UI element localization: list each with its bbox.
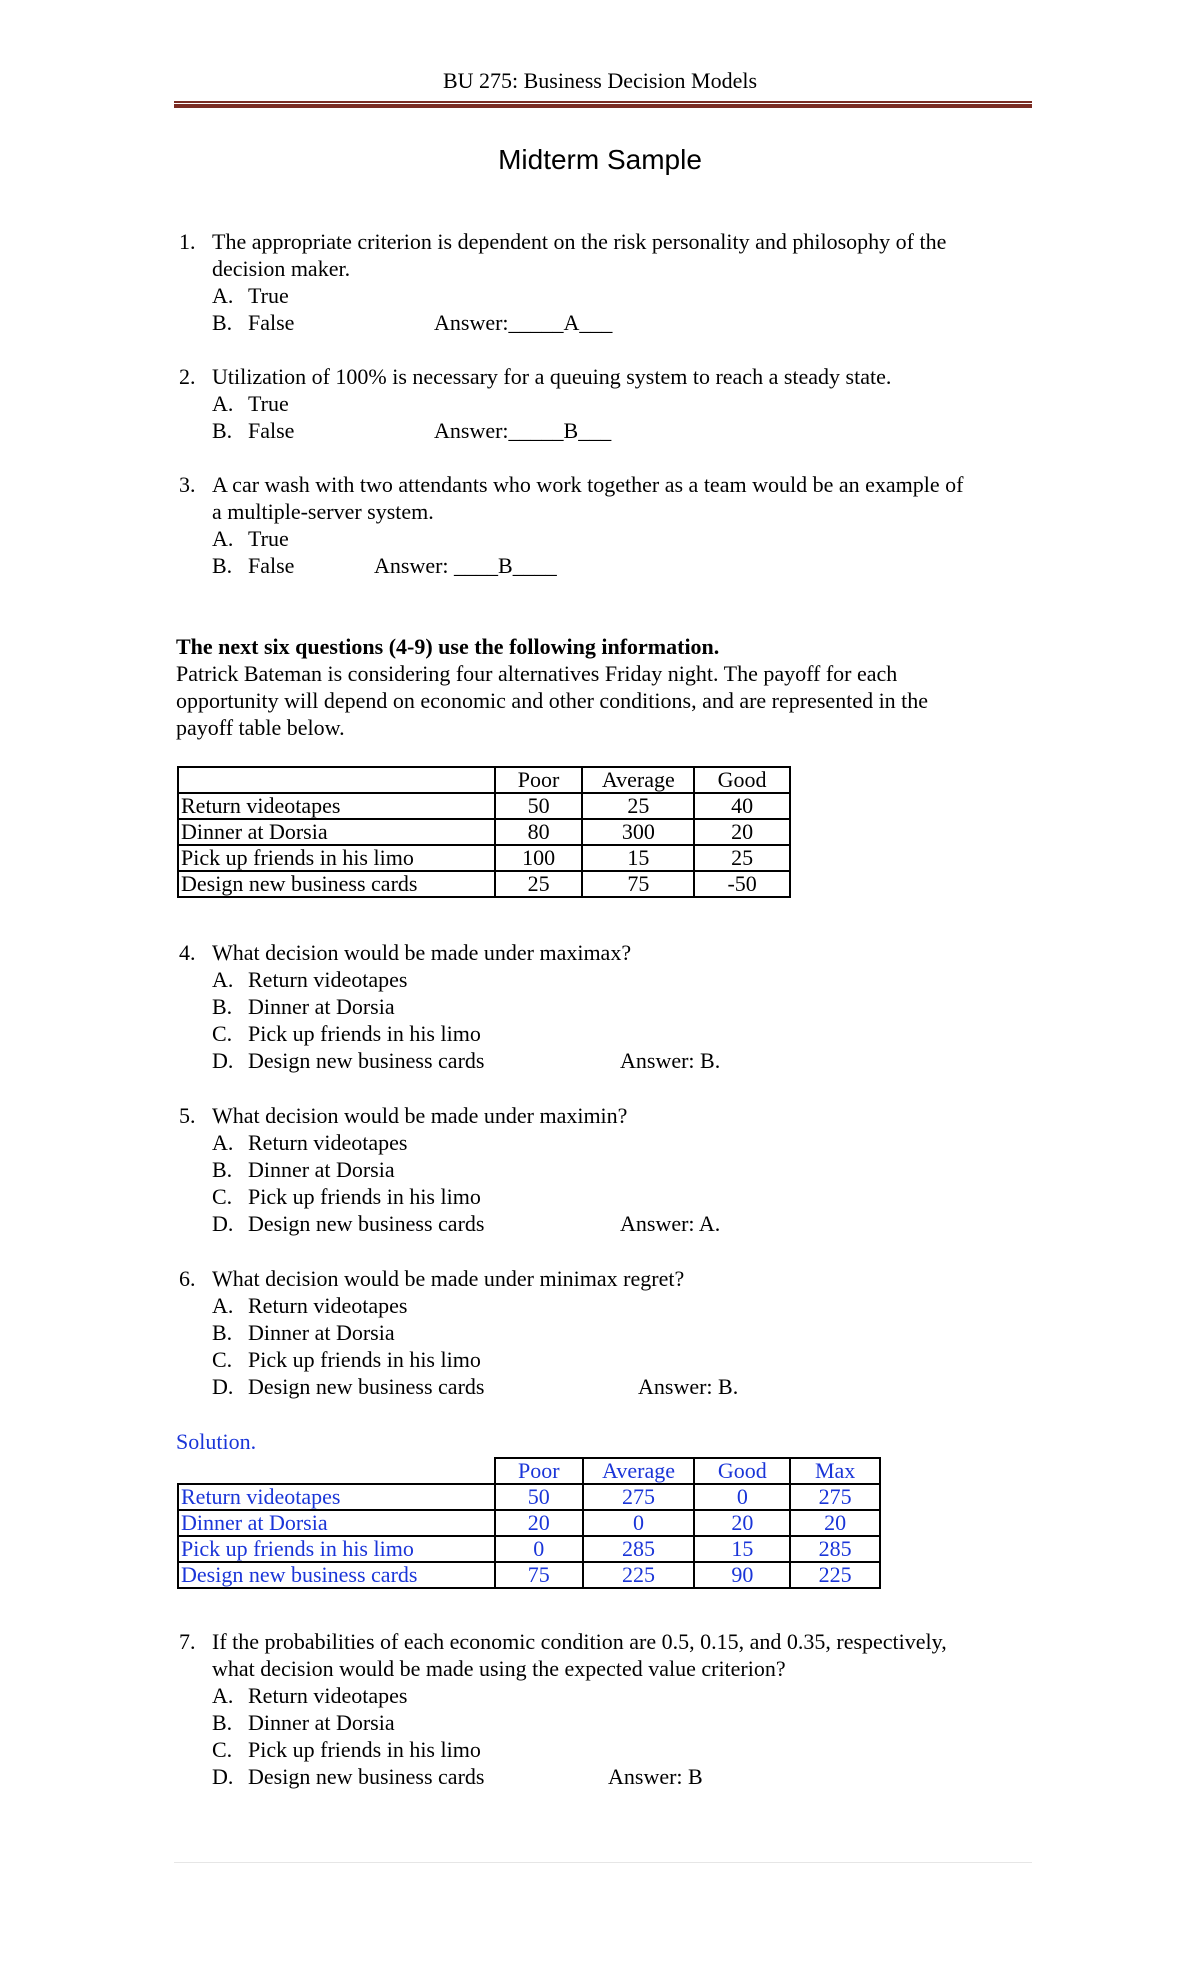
q4-option-d-letter: D. (212, 1048, 234, 1073)
q7-option-c-letter: C. (212, 1737, 233, 1762)
table-row (178, 793, 790, 819)
table-cell: 285 (790, 1536, 880, 1562)
q3-answer: Answer: ____B____ (374, 553, 557, 578)
q7-option-d-text: Design new business cards (248, 1764, 485, 1789)
q1-option-a-text: True (248, 283, 289, 308)
table-cell: 40 (694, 793, 790, 819)
table-row (178, 819, 790, 845)
q4-answer: Answer: B. (620, 1048, 721, 1073)
q2-option-b-letter: B. (212, 418, 233, 443)
table-cell: 20 (694, 1510, 790, 1536)
q2-answer: Answer:_____B___ (434, 418, 612, 443)
table-cell: 225 (790, 1562, 880, 1588)
intro-line3: payoff table below. (176, 715, 345, 740)
q4-option-c-text: Pick up friends in his limo (248, 1021, 481, 1046)
q4-text: What decision would be made under maximax? (212, 940, 632, 965)
footer-rule (174, 1862, 1032, 1863)
q4-option-a-letter: A. (212, 967, 234, 992)
q1-text-line2: decision maker. (212, 256, 351, 281)
q7-number: 7. (179, 1629, 196, 1654)
row-label: Pick up friends in his limo (178, 1536, 495, 1562)
table-cell: 50 (495, 793, 583, 819)
q5-option-d-text: Design new business cards (248, 1211, 485, 1236)
q7-option-a-letter: A. (212, 1683, 234, 1708)
q3-option-b-text: False (248, 553, 295, 578)
q5-option-b-text: Dinner at Dorsia (248, 1157, 395, 1182)
q5-option-a-text: Return videotapes (248, 1130, 408, 1155)
q5-answer: Answer: A. (620, 1211, 721, 1236)
q3-option-b-letter: B. (212, 553, 233, 578)
regret-header-poor: Poor (495, 1458, 583, 1484)
row-label: Return videotapes (178, 1484, 495, 1510)
q4-option-a-text: Return videotapes (248, 967, 408, 992)
payoff-table-header-row (178, 767, 790, 793)
q3-text-line1: A car wash with two attendants who work together as a team would be an example of (212, 472, 964, 497)
row-label: Design new business cards (178, 1562, 495, 1588)
q4-option-b-letter: B. (212, 994, 233, 1019)
table-row (178, 1484, 880, 1510)
q5-number: 5. (179, 1103, 196, 1128)
table-cell: 275 (790, 1484, 880, 1510)
q6-option-c-text: Pick up friends in his limo (248, 1347, 481, 1372)
table-cell: -50 (694, 871, 790, 897)
q3-option-a-text: True (248, 526, 289, 551)
q7-option-d-letter: D. (212, 1764, 234, 1789)
intro-line1: Patrick Bateman is considering four alternatives Friday night. The payoff for each (176, 661, 898, 686)
payoff-header-average: Average (582, 767, 694, 793)
payoff-table (177, 766, 791, 898)
solution-label: Solution. (176, 1429, 257, 1454)
q6-option-c-letter: C. (212, 1347, 233, 1372)
intro-heading: The next six questions (4-9) use the following information. (176, 634, 720, 659)
table-cell: 90 (694, 1562, 790, 1588)
q7-option-c-text: Pick up friends in his limo (248, 1737, 481, 1762)
q7-answer: Answer: B (608, 1764, 703, 1789)
table-cell: 80 (495, 819, 583, 845)
q7-text-line2: what decision would be made using the expected value criterion? (212, 1656, 786, 1681)
q3-option-a-letter: A. (212, 526, 234, 551)
table-cell: 0 (694, 1484, 790, 1510)
q1-option-b-letter: B. (212, 310, 233, 335)
regret-table-corner (178, 1458, 495, 1484)
table-row (178, 1562, 880, 1588)
table-cell: 25 (582, 793, 694, 819)
intro-line2: opportunity will depend on economic and other conditions, and are represented in the (176, 688, 929, 713)
q4-option-d-text: Design new business cards (248, 1048, 485, 1073)
table-row (178, 1510, 880, 1536)
row-label: Design new business cards (178, 871, 495, 897)
table-row (178, 1536, 880, 1562)
table-cell: 25 (694, 845, 790, 871)
header-rule-thick (174, 104, 1032, 108)
q7-option-b-letter: B. (212, 1710, 233, 1735)
q6-number: 6. (179, 1266, 196, 1291)
q6-option-a-text: Return videotapes (248, 1293, 408, 1318)
row-label: Dinner at Dorsia (178, 819, 495, 845)
payoff-table-corner (178, 767, 495, 793)
q4-number: 4. (179, 940, 196, 965)
q6-text: What decision would be made under minimax regret? (212, 1266, 685, 1291)
q3-text-line2: a multiple-server system. (212, 499, 434, 524)
regret-table (177, 1457, 881, 1589)
q1-option-b-text: False (248, 310, 295, 335)
header-rule-thin (174, 101, 1032, 103)
q4-option-b-text: Dinner at Dorsia (248, 994, 395, 1019)
table-cell: 20 (495, 1510, 583, 1536)
table-cell: 275 (583, 1484, 695, 1510)
q6-option-b-letter: B. (212, 1320, 233, 1345)
table-cell: 225 (583, 1562, 695, 1588)
row-label: Pick up friends in his limo (178, 845, 495, 871)
payoff-header-poor: Poor (495, 767, 583, 793)
q4-option-c-letter: C. (212, 1021, 233, 1046)
table-cell: 300 (582, 819, 694, 845)
table-cell: 25 (495, 871, 583, 897)
q2-option-b-text: False (248, 418, 295, 443)
q5-option-c-text: Pick up friends in his limo (248, 1184, 481, 1209)
q6-option-d-letter: D. (212, 1374, 234, 1399)
q6-option-d-text: Design new business cards (248, 1374, 485, 1399)
table-cell: 50 (495, 1484, 583, 1510)
regret-header-average: Average (583, 1458, 695, 1484)
q3-number: 3. (179, 472, 196, 497)
q7-option-a-text: Return videotapes (248, 1683, 408, 1708)
row-label: Return videotapes (178, 793, 495, 819)
q5-option-a-letter: A. (212, 1130, 234, 1155)
q1-option-a-letter: A. (212, 283, 234, 308)
q1-answer: Answer:_____A___ (434, 310, 613, 335)
q6-option-a-letter: A. (212, 1293, 234, 1318)
q5-option-b-letter: B. (212, 1157, 233, 1182)
q5-option-c-letter: C. (212, 1184, 233, 1209)
q5-text: What decision would be made under maximin? (212, 1103, 628, 1128)
regret-header-max: Max (790, 1458, 880, 1484)
table-row (178, 871, 790, 897)
course-header: BU 275: Business Decision Models (442, 68, 758, 93)
q5-option-d-letter: D. (212, 1211, 234, 1236)
q6-option-b-text: Dinner at Dorsia (248, 1320, 395, 1345)
table-cell: 75 (582, 871, 694, 897)
table-cell: 75 (495, 1562, 583, 1588)
table-cell: 15 (694, 1536, 790, 1562)
row-label: Dinner at Dorsia (178, 1510, 495, 1536)
q7-text-line1: If the probabilities of each economic condition are 0.5, 0.15, and 0.35, respectively, (212, 1629, 947, 1654)
page-title: Midterm Sample (498, 144, 702, 175)
table-cell: 20 (790, 1510, 880, 1536)
regret-header-good: Good (694, 1458, 790, 1484)
table-cell: 0 (495, 1536, 583, 1562)
table-row (178, 845, 790, 871)
payoff-header-good: Good (694, 767, 790, 793)
q2-option-a-text: True (248, 391, 289, 416)
q2-text: Utilization of 100% is necessary for a queuing system to reach a steady state. (212, 364, 892, 389)
regret-table-header-row (178, 1458, 880, 1484)
q1-text-line1: The appropriate criterion is dependent on the risk personality and philosophy of the (212, 229, 947, 254)
table-cell: 0 (583, 1510, 695, 1536)
table-cell: 285 (583, 1536, 695, 1562)
q2-number: 2. (179, 364, 196, 389)
q1-number: 1. (179, 229, 196, 254)
q2-option-a-letter: A. (212, 391, 234, 416)
table-cell: 20 (694, 819, 790, 845)
q6-answer: Answer: B. (638, 1374, 739, 1399)
table-cell: 15 (582, 845, 694, 871)
table-cell: 100 (495, 845, 583, 871)
q7-option-b-text: Dinner at Dorsia (248, 1710, 395, 1735)
